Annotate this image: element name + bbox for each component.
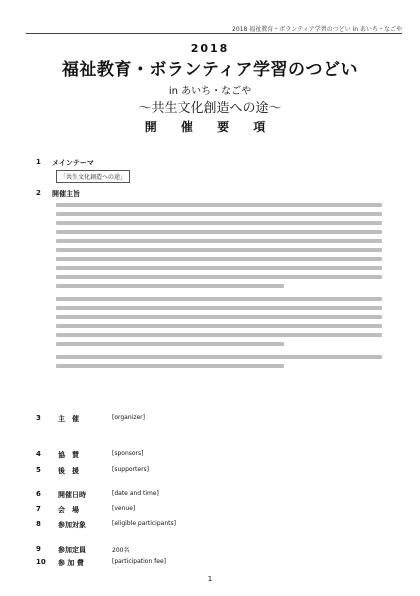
item-number: 6 xyxy=(36,490,41,498)
item-label: 開催日時 xyxy=(58,491,86,499)
item-label: 後 援 xyxy=(58,467,79,475)
purpose-paragraph-placeholder xyxy=(56,203,382,373)
section-number: 2 xyxy=(36,189,41,197)
item-venue xyxy=(36,505,386,517)
item-eligibility xyxy=(36,520,386,532)
item-content: [organizer] xyxy=(112,414,145,421)
item-number: 7 xyxy=(36,505,41,513)
event-year: 2018 xyxy=(190,42,230,55)
main-theme-value: 「共生文化創造への途」 xyxy=(56,170,130,183)
page-number: 1 xyxy=(207,575,213,583)
section-number: 1 xyxy=(36,158,41,166)
item-content: [date and time] xyxy=(112,490,159,497)
item-number: 5 xyxy=(36,466,41,474)
running-head: 2018 福祉教育・ボランティア学習のつどい in あいち・なごや xyxy=(232,26,402,33)
outline-heading: 開 催 要 項 xyxy=(144,120,276,134)
item-sponsors xyxy=(36,450,386,462)
item-label: 参加対象 xyxy=(58,521,86,529)
item-label: 参 加 費 xyxy=(58,559,84,567)
item-capacity xyxy=(36,545,386,557)
item-content: [venue] xyxy=(112,505,136,512)
item-content: [sponsors] xyxy=(112,450,144,457)
item-label: 参加定員 xyxy=(58,546,86,554)
item-label: 主 催 xyxy=(58,415,79,423)
item-content: [eligible participants] xyxy=(112,520,176,527)
item-number: 8 xyxy=(36,520,41,528)
item-number: 4 xyxy=(36,450,41,458)
item-number: 10 xyxy=(36,558,46,566)
section-title: 開催主旨 xyxy=(52,190,80,198)
header-rule xyxy=(26,33,402,34)
item-organizer xyxy=(36,414,386,426)
item-number: 9 xyxy=(36,545,41,553)
item-content: [participation fee] xyxy=(112,558,166,565)
subtitle: in あいち・なごや xyxy=(168,86,252,97)
theme-title: ～共生文化創造への途～ xyxy=(138,101,282,116)
item-label: 協 賛 xyxy=(58,451,79,459)
item-datetime xyxy=(36,490,386,502)
item-content: 200名 xyxy=(112,547,130,554)
section-title: メインテーマ xyxy=(52,159,94,167)
item-number: 3 xyxy=(36,414,41,422)
main-title: 福祉教育・ボランティア学習のつどい xyxy=(61,60,359,80)
item-supporters xyxy=(36,466,386,478)
item-fee xyxy=(36,558,386,570)
item-content: [supporters] xyxy=(112,466,150,473)
item-label: 会 場 xyxy=(58,506,79,514)
